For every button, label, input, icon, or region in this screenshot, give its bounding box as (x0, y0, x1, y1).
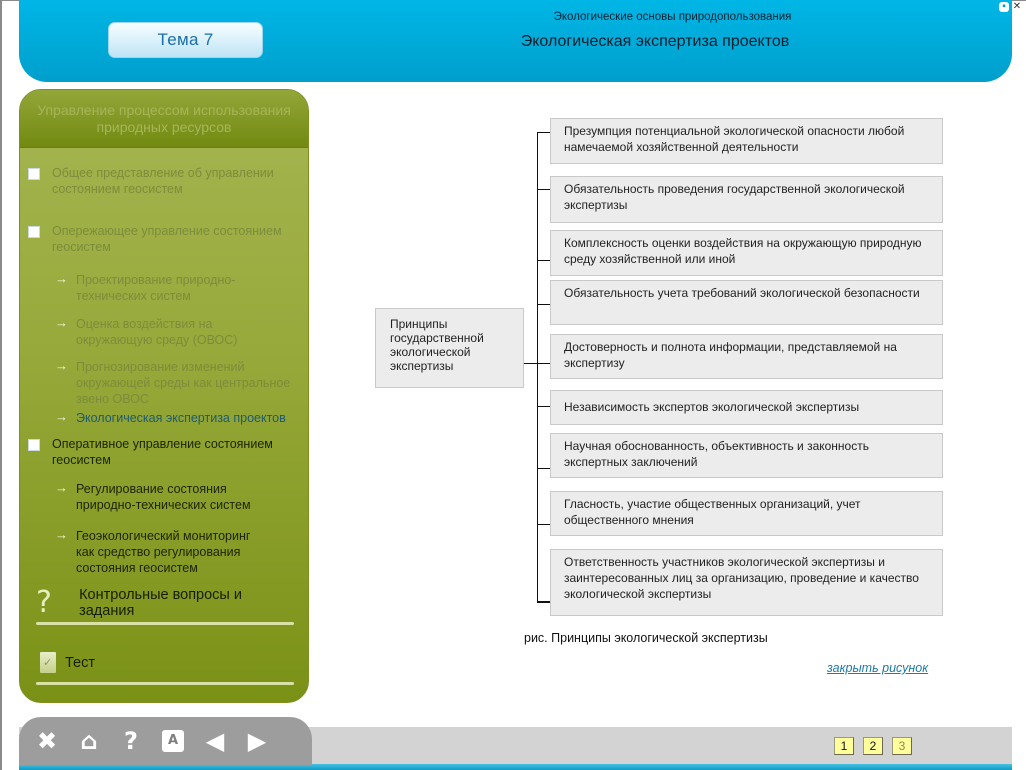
minimize-icon[interactable]: ▪ (999, 2, 1009, 12)
sidebar-subitem-ovos[interactable] (55, 316, 255, 348)
connector-root (524, 363, 538, 364)
connector-branch (537, 406, 550, 407)
sidebar-section-label: Общее представление об управлении состоянием геосистем (52, 166, 274, 196)
arrow-right-icon: → (55, 271, 68, 286)
principle-box: Ответственность участников экологической экспертизы и заинтересованных лиц за организацию, проведение и качество экологической экспертизы (550, 549, 943, 616)
connector-branch (537, 304, 550, 305)
connector-branch (537, 260, 550, 261)
close-figure-link[interactable]: закрыть рисунок (827, 661, 929, 675)
close-icon[interactable]: ✖ (36, 727, 58, 755)
sidebar-heading: Управление процессом использования природных ресурсов (37, 102, 291, 135)
arrow-right-icon: → (55, 409, 68, 424)
arrow-right-icon: → (55, 527, 68, 542)
page-button-1[interactable]: 1 (834, 737, 854, 755)
principle-box: Гласность, участие общественных организаций, учет общественного мнения (550, 491, 943, 536)
principle-box: Комплексность оценки воздействия на окружающую природную среду хозяйственной или иной (550, 230, 943, 276)
principle-box: Обязательность проведения государственной экологической экспертизы (550, 176, 943, 223)
sidebar-subitem-label: Оценка воздействия на окружающую среду (ОВОС) (76, 317, 238, 347)
figure-caption: рис. Принципы экологической экспертизы (524, 631, 768, 645)
connector-branch (537, 468, 550, 469)
sidebar-section-general[interactable] (28, 165, 298, 197)
sidebar-subitem-expertise[interactable] (55, 410, 309, 426)
principle-box: Достоверность и полнота информации, представляемой на экспертизу (550, 334, 943, 379)
page-button-3[interactable]: 3 (892, 737, 912, 755)
arrow-right-icon[interactable]: ▶ (247, 727, 267, 755)
principle-box: Обязательность учета требований экологической безопасности (550, 280, 943, 325)
sidebar-subitem-label: Прогнозирование изменений окружающей среды как центральное звено ОВОС (76, 360, 291, 406)
sidebar-subitem-label: Проектирование природно-технических систем (76, 273, 236, 303)
sidebar-subitem-regulation[interactable] (55, 481, 265, 513)
arrow-right-icon: → (55, 315, 68, 330)
test-label: Тест (65, 654, 95, 671)
sidebar-subitem-forecasting[interactable] (55, 359, 305, 407)
divider (36, 622, 294, 625)
principle-box: Презумпция потенциальной экологической опасности любой намечаемой хозяйственной деятельности (550, 118, 943, 164)
arrow-right-icon: → (55, 358, 68, 373)
connector-branch (537, 524, 550, 525)
sidebar-section-label: Опережающее управление состоянием геосистем (52, 224, 282, 254)
topic-button[interactable]: Тема 7 (108, 22, 263, 58)
page-title: Экологическая экспертиза проектов (520, 33, 790, 50)
diagram-root-node: Принципы государственной экологической экспертизы (375, 308, 524, 388)
principle-box: Научная обоснованность, объективность и законность экспертных заключений (550, 433, 943, 478)
glossary-icon[interactable]: A (162, 730, 184, 752)
connector-branch (537, 363, 550, 364)
control-questions-label: Контрольные вопросы и задания (79, 587, 242, 619)
section-checkbox-icon (28, 226, 40, 238)
connector-branch (537, 189, 550, 190)
control-questions-link[interactable] (36, 587, 294, 619)
arrow-left-icon[interactable]: ◀ (205, 727, 225, 755)
pagination (834, 737, 921, 755)
sidebar-header (20, 90, 308, 148)
sidebar (19, 89, 309, 703)
test-link[interactable] (36, 652, 294, 673)
close-window-icon[interactable]: ✕ (1012, 1, 1022, 12)
connector-branch (537, 601, 550, 603)
navigation-toolbar (19, 717, 312, 765)
sidebar-subitem-label: Экологическая экспертиза проектов (76, 411, 286, 425)
section-checkbox-icon (28, 168, 40, 180)
question-icon: ? (36, 585, 52, 620)
sidebar-subitem-label: Геоэкологический мониторинг как средство регулирования состояния геосистем (76, 529, 251, 575)
page-button-2[interactable]: 2 (863, 737, 883, 755)
test-document-icon (40, 652, 56, 673)
sidebar-subitem-design[interactable] (55, 272, 255, 304)
divider (36, 682, 294, 685)
sidebar-section-label: Оперативное управление состоянием геосистем (52, 437, 273, 467)
sidebar-subitem-monitoring[interactable] (55, 528, 255, 576)
connector-trunk (537, 132, 538, 602)
course-subject: Экологические основы природопользования (553, 11, 792, 23)
arrow-right-icon: → (55, 480, 68, 495)
connector-branch (537, 132, 550, 133)
sidebar-section-operative[interactable] (28, 436, 298, 468)
home-icon[interactable]: ⌂ (80, 727, 98, 755)
sidebar-subitem-label: Регулирование состояния природно-технических систем (76, 482, 251, 512)
sidebar-section-proactive[interactable] (28, 223, 298, 255)
help-icon[interactable]: ? (124, 727, 138, 755)
section-checkbox-icon (28, 439, 40, 451)
principle-box: Независимость экспертов экологической экспертизы (550, 390, 943, 425)
